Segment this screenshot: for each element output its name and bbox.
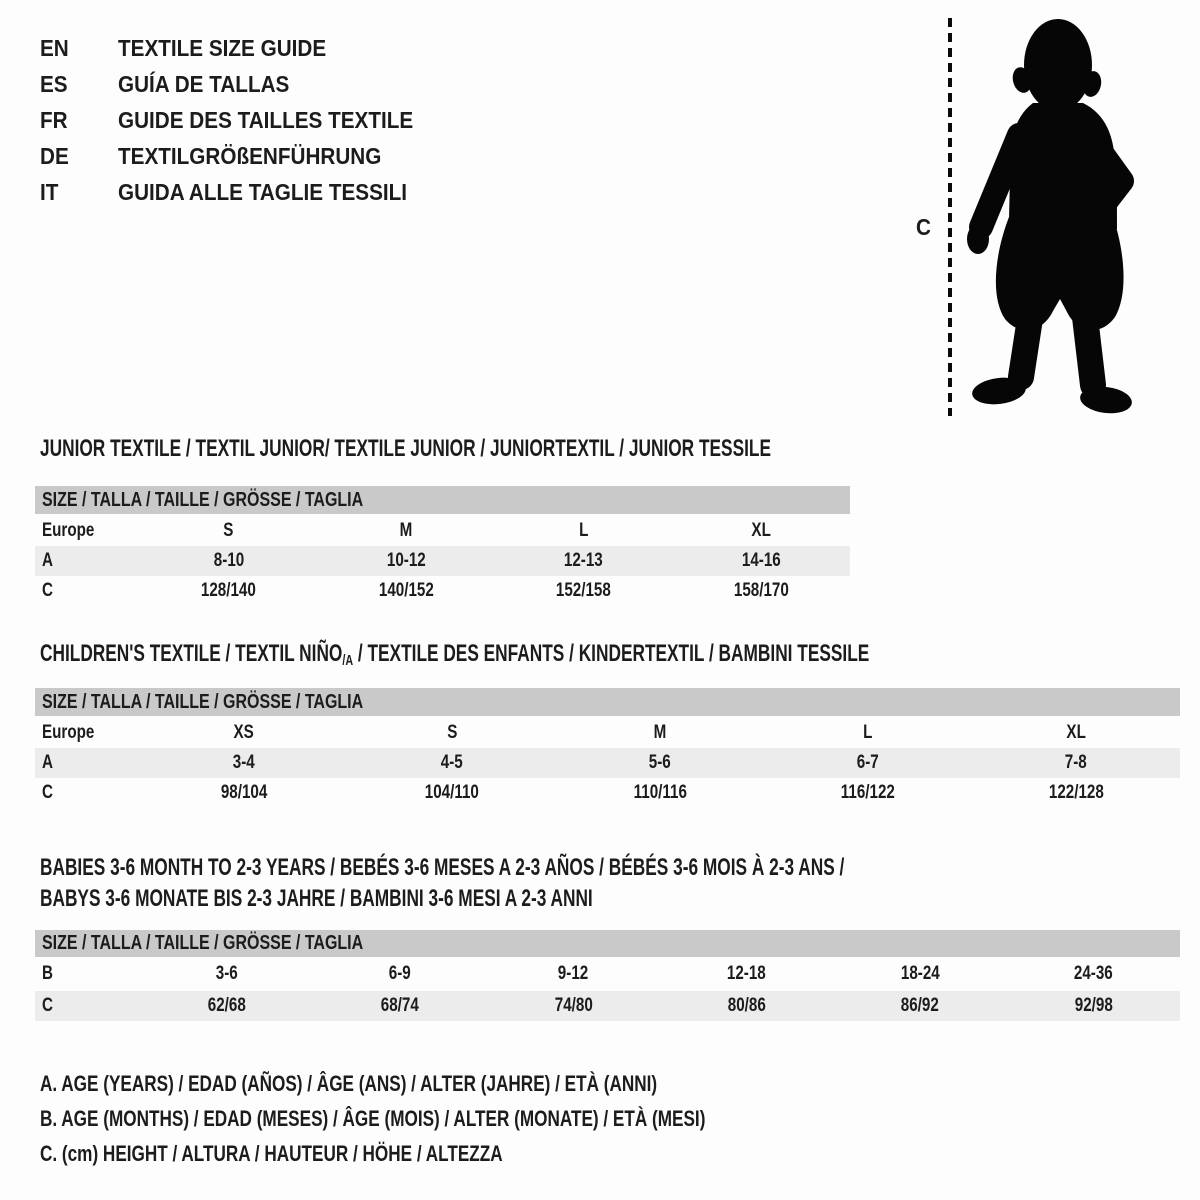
children-size-header-bar: SIZE / TALLA / TAILLE / GRÖSSE / TAGLIA <box>35 688 1180 716</box>
table-cell: 24-36 <box>1073 963 1113 984</box>
table-cell: 116/122 <box>840 782 896 803</box>
language-title: TEXTILGRÖßENFÜHRUNG <box>118 142 382 169</box>
table-row <box>35 778 1180 808</box>
table-cell: 80/86 <box>727 995 766 1016</box>
table-cell: 9-12 <box>558 963 589 984</box>
table-cell: 3-6 <box>215 963 238 984</box>
table-cell: M <box>399 519 413 541</box>
table-cell: M <box>653 722 667 743</box>
table-cell: 3-4 <box>233 752 255 773</box>
language-code: EN <box>40 34 69 61</box>
table-cell: 122/128 <box>1048 782 1104 803</box>
language-code: DE <box>40 142 69 169</box>
table-cell: 68/74 <box>380 995 420 1016</box>
legend-height-cm: C. (cm) HEIGHT / ALTURA / HAUTEUR / HÖHE / ALTEZZA <box>40 1141 503 1166</box>
table-cell: 158/170 <box>733 580 789 601</box>
junior-section-title: JUNIOR TEXTILE / TEXTIL JUNIOR/ TEXTILE JUNIOR / JUNIORTEXTIL / JUNIOR TESSILE <box>40 435 771 462</box>
table-cell: 74/80 <box>554 995 593 1016</box>
table-cell: 12-13 <box>564 550 604 571</box>
table-cell: 92/98 <box>1074 995 1113 1016</box>
language-row <box>40 138 446 174</box>
table-cell: 5-6 <box>649 752 671 773</box>
table-row <box>35 546 850 576</box>
table-cell: C <box>42 995 53 1016</box>
table-cell: Europe <box>42 519 95 541</box>
table-row <box>35 748 1180 778</box>
table-cell: 110/116 <box>633 782 687 803</box>
language-row <box>40 174 446 210</box>
children-section-title: CHILDREN'S TEXTILE / TEXTIL NIÑO/A / TEXTILE DES ENFANTS / KINDERTEXTIL / BAMBINI TESSILE <box>40 640 870 670</box>
table-cell: 7-8 <box>1065 752 1087 773</box>
table-cell: S <box>223 519 234 541</box>
table-cell: 10-12 <box>386 550 426 571</box>
legend-age-months: B. AGE (MONTHS) / EDAD (MESES) / ÂGE (MOIS) / ALTER (MONATE) / ETÀ (MESI) <box>40 1106 706 1131</box>
language-code: ES <box>40 70 68 97</box>
table-cell: B <box>42 963 53 984</box>
table-cell: C <box>42 580 53 601</box>
table-cell: 18-24 <box>900 963 940 984</box>
toddler-silhouette-icon <box>965 16 1140 418</box>
legend-age-years: A. AGE (YEARS) / EDAD (AÑOS) / ÂGE (ANS) / ALTER (JAHRE) / ETÀ (ANNI) <box>40 1071 658 1096</box>
language-list <box>40 30 446 210</box>
height-measure-dashed-line <box>948 18 952 416</box>
babies-size-header-bar: SIZE / TALLA / TAILLE / GRÖSSE / TAGLIA <box>35 930 1180 957</box>
table-cell: A <box>42 550 53 571</box>
table-cell: 6-7 <box>857 752 879 773</box>
language-row <box>40 66 446 102</box>
language-title: GUIDE DES TAILLES TEXTILE <box>118 106 414 133</box>
table-cell: 8-10 <box>213 550 244 571</box>
table-cell: XL <box>1066 722 1086 743</box>
table-cell: L <box>579 519 589 541</box>
table-cell: XS <box>233 722 255 743</box>
table-cell: 62/68 <box>207 995 246 1016</box>
table-cell: 152/158 <box>556 580 612 601</box>
table-cell: 6-9 <box>388 963 411 984</box>
table-cell: 4-5 <box>441 752 463 773</box>
table-cell: 140/152 <box>378 580 434 601</box>
title-subscript: /A <box>342 653 354 670</box>
table-cell: 86/92 <box>900 995 939 1016</box>
table-cell: C <box>42 782 53 803</box>
table-cell: 128/140 <box>201 580 257 601</box>
table-cell: 98/104 <box>220 782 268 803</box>
language-title: GUÍA DE TALLAS <box>118 70 290 97</box>
table-row <box>35 958 1180 990</box>
table-row <box>35 991 1180 1021</box>
table-row <box>35 576 850 606</box>
table-cell: 12-18 <box>727 963 767 984</box>
height-measure-label: C <box>916 214 931 240</box>
table-cell: S <box>446 722 458 743</box>
table-cell: Europe <box>42 722 95 743</box>
table-cell: A <box>42 752 53 773</box>
language-code: FR <box>40 106 68 133</box>
language-code: IT <box>40 178 59 205</box>
language-row <box>40 30 446 66</box>
table-cell: 14-16 <box>741 550 781 571</box>
table-cell: 104/110 <box>424 782 480 803</box>
table-cell: L <box>863 722 873 743</box>
table-row <box>35 515 850 546</box>
table-row <box>35 718 1180 748</box>
language-title: GUIDA ALLE TAGLIE TESSILI <box>118 178 408 205</box>
language-title: TEXTILE SIZE GUIDE <box>118 34 327 61</box>
language-row <box>40 102 446 138</box>
table-cell: XL <box>751 519 771 541</box>
babies-section-title-line2: BABYS 3-6 MONATE BIS 2-3 JAHRE / BAMBINI 3-6 MESI A 2-3 ANNI <box>40 885 593 912</box>
junior-size-header-bar: SIZE / TALLA / TAILLE / GRÖSSE / TAGLIA <box>35 486 850 514</box>
babies-section-title-line1: BABIES 3-6 MONTH TO 2-3 YEARS / BEBÉS 3-6 MESES A 2-3 AÑOS / BÉBÉS 3-6 MOIS À 2-3 ANS / <box>40 854 845 881</box>
